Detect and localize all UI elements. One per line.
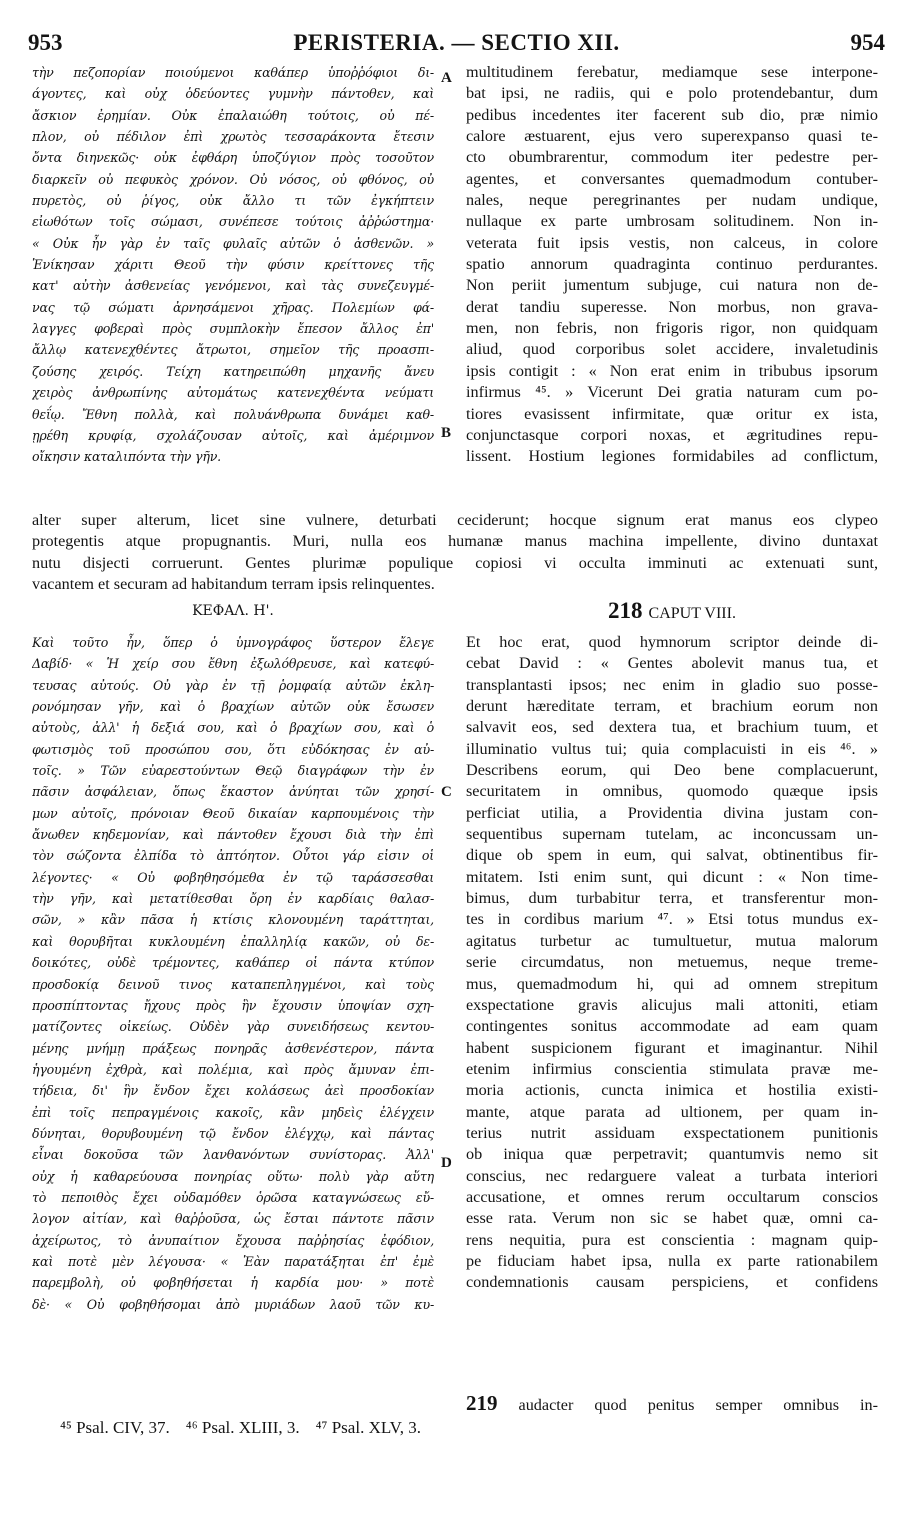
latin-text-line: securitatem in omnibus, quomodo quæque ipsis [466, 782, 878, 801]
latin-text-line: cebat David : « Gentes abolevit manus tua, et [466, 654, 878, 673]
latin-text-line: nullaque ex parte umbrosam solitudinem. Non in- [466, 212, 878, 231]
latin-text-line: accusatione, et omnes rerum occultarum conscios [466, 1187, 878, 1206]
full-width-latin [32, 510, 878, 595]
greek-text-line: τευσας αὐτούς. Οὐ γὰρ ἐν τῇ ῥομφαίᾳ αὐτῶν ἐκλη- [32, 677, 434, 693]
greek-text-line: σῶν, » κἂν πᾶσα ἡ κτίσις κλονουμένη ταράττηται, [32, 912, 434, 928]
running-title: PERISTERIA. — SECTIO XII. [293, 30, 620, 55]
greek-text-line: ἄνωθεν κηδεμονίαν, καὶ πάντοθεν ἔχουσι διὰ τὴν ἐπὶ [32, 827, 434, 843]
greek-text-line: προσδοκίᾳ δεινοῦ τινος καταπεπληγμένοι, καὶ τοὺς [32, 976, 434, 992]
latin-text-line: tes in cordibus marium ⁴⁷. » Etsi totus mundus ex- [466, 910, 878, 929]
latin-column-top [466, 62, 878, 468]
greek-text-line: τήδεια, δι' ἣν ἔνδον ἔχει κολάσεως ἀεὶ προσδοκίαν [32, 1083, 434, 1099]
greek-text-line: τὸ πεποιθὸς ἔχει οὐδαμόθεν ὁρῶσα καταγνώσεως εὔ- [32, 1189, 434, 1205]
greek-text-line: δοικότες, οὐδὲ τρέμοντες, καθάπερ οἱ πάντα κτύπον [32, 955, 434, 971]
latin-text-line: esse rata. Verum non sic se habet quæ, omni ca- [466, 1209, 878, 1228]
greek-text-line: ὄντα διηνεκῶς· οὐκ ἐφθάρη ὑποζύγιον πρὸς τοσοῦτον [32, 150, 434, 166]
latin-text-line: lissent. Hostium legiones formidabiles ad conflictum, [466, 447, 878, 466]
footnote: ⁴⁶ Psal. XLIII, 3. [185, 1418, 300, 1437]
greek-text-line: μων αὐτοῖς, πρόνοιαν Θεοῦ δικαίαν καρπουμένοις τὴν [32, 805, 434, 821]
greek-text-line: δύνηται, θορυβουμένη τῷ ἔνδον ἐλέγχῳ, καὶ πάντας [32, 1125, 434, 1141]
greek-text-line: νας τῷ σώματι ἀρνησάμενοι χῆρας. Πολεμίων φά- [32, 299, 434, 315]
greek-text-line: ρονόμησαν γῆν, καὶ ὁ βραχίων αὐτῶν οὐκ ἔσωσεν [32, 699, 434, 715]
latin-text-line: sequentibus supernam tutelam, ac inconcussam un- [466, 825, 878, 844]
latin-text-line: etenim infirmius conscientia stimulata pravæ me- [466, 1059, 878, 1078]
latin-text-line: habent suspicionem figurant et imaginantur. Nihil [466, 1038, 878, 1057]
greek-column-top [32, 62, 434, 468]
latin-text-line: men, non febris, non frigoris rigor, non quidquam [466, 319, 878, 338]
latin-text-line: agitatus turbetur ac tumultuetur, mutua malorum [466, 931, 878, 950]
footnote: ⁴⁷ Psal. XLV, 3. [315, 1418, 422, 1437]
latin-text-line: condemnationis causam perspiciens, et confidens [466, 1273, 878, 1292]
latin-text-line: mitatem. Isti enim sunt, qui dicunt : « Non time- [466, 867, 878, 886]
margin-marker-a: A [441, 70, 452, 86]
latin-text-line: contingentes sonitus accommodate ad eam quam [466, 1017, 878, 1036]
latin-text-line: bat ipsi, ne radiis, qui e polo protendebantur, dum [466, 84, 878, 103]
latin-text-line: derunt hæreditate terram, et brachium eorum non [466, 697, 878, 716]
latin-text-line: perficiat utilia, a Providentia divina justam con- [466, 803, 878, 822]
latin-text-line: ipsis contigit : « Non erat enim in tribubus ipsorum [466, 361, 878, 380]
latin-text-line: salvavit eos, sed dextera tua, et brachium tuum, et [466, 718, 878, 737]
greek-text-line: άγοντες, καὶ οὐχ ὁδεύοντες γυμνὴν πάντοθεν, καὶ [32, 86, 434, 102]
footnote: ⁴⁵ Psal. CIV, 37. [60, 1418, 170, 1437]
greek-text-line: εἰωθότων τοῖς σώμασι, συνέπεσε τούτοις ἀῤῥώστημα· [32, 214, 434, 230]
latin-text-line: dique ob spem in eum, qui salvat, obtinentibus fir- [466, 846, 878, 865]
footnotes [60, 1418, 437, 1438]
latin-text-line: Describens eorum, qui Deo bene complacuerunt, [466, 761, 878, 780]
margin-marker-b: B [441, 425, 452, 441]
greek-text-line: πυρετὸς, οὐ ῥίγος, οὐκ ἄλλο τι τῶν ἐγκήπτειν [32, 193, 434, 209]
latin-text-line: rens nequitia, pura est conscientia : magnam quip- [466, 1230, 878, 1249]
greek-text-line: τὴν γῆν, καὶ μετατίθεσθαι ὄρη ἐν καρδίαις θαλασ- [32, 891, 434, 907]
margin-marker-c: C [441, 784, 452, 800]
latin-last-line [466, 1393, 878, 1414]
greek-text-line: αὐτοὺς, ἀλλ' ἡ δεξιά σου, καὶ ὁ βραχίων σου, καὶ ὁ [32, 720, 434, 736]
greek-text-line: διαρκεῖν οὐ πεφυκὸς χρόνον. Οὐ νόσος, οὐ φθόνος, οὐ [32, 171, 434, 187]
latin-text-line: cto obumbrarentur, commodum iter pedestre per- [466, 148, 878, 167]
greek-text-line: παρεμβολὴ, οὐ φοβηθήσεται ἡ καρδία μου· » ποτὲ [32, 1275, 434, 1291]
latin-text-line: nutu disjecti corruerunt. Gentes plurimæ populique copiosi vi occulta imminuti ac extenuati sunt, [32, 553, 878, 572]
greek-text-line: λέγοντες· « Οὐ φοβηθησόμεθα ἐν τῷ ταράσσεσθαι [32, 869, 434, 885]
greek-text-line: ἀχείρωτος, τὸ ἀνυπαίτιον ἔχουσα παῤῥησίας ἐφόδιον, [32, 1232, 434, 1248]
greek-text-line: καὶ θορυβῆται κυκλουμένη ἐπαλληλίᾳ κακῶν, οὐ δε- [32, 933, 434, 949]
greek-text-line: προσπίπτοντας ἤχους πρὸς ἣν ἔχουσιν ὑποψίαν σχη- [32, 997, 434, 1013]
greek-text-line: ῃρέθη κρυφίᾳ, σχολάζουσαν αὐτοῖς, καὶ ἀμέριμνον [32, 427, 434, 443]
chapter-title-latin: CAPUT VIII. [648, 605, 736, 622]
latin-column-bottom [466, 632, 878, 1294]
greek-text-line: θεΐῳ. Ἔθνη πολλὰ, καὶ πολυάνθρωπα δυνάμει καθ- [32, 406, 434, 422]
greek-text-line: ζούσης χειρός. Τείχη κατηρειπώθη μηχανῆς ἄνευ [32, 363, 434, 379]
latin-text-line: protegentis atque propugnantis. Muri, nulla eos humanæ manus machina impellente, divino duntaxat [32, 532, 878, 551]
chapter-page-number: 218 [608, 598, 643, 623]
greek-text-line: οἴκησιν καταλιπόντα τὴν γῆν. [32, 449, 221, 465]
latin-text-line: audacter quod penitus semper omnibus in- [518, 1396, 878, 1414]
greek-text-line: ἐπὶ τοῖς πεπραγμένοις κακοῖς, κἂν μηδεὶς ἐλέγχειν [32, 1104, 434, 1120]
latin-text-line: derat tandiu superesse. Non morbus, non grava- [466, 297, 878, 316]
greek-text-line: πᾶσιν ἀσφάλειαν, ὅπως ἕκαστον ἀνύηται τῶν χρησί- [32, 784, 434, 800]
margin-marker-d: D [441, 1155, 452, 1171]
page-number-right: 954 [850, 30, 885, 55]
latin-text-line: exspectatione gravis alicujus mali attoniti, etiam [466, 995, 878, 1014]
greek-text-line: ἄσκιον ἐρημίαν. Οὐκ ἐπαλαιώθη τούτοις, οὐ πέ- [32, 107, 434, 123]
chapter-heading-latin [466, 598, 878, 624]
greek-text-line: ἡγουμένη ἐχθρὰ, καὶ πολέμια, καὶ πρὸς ἄμυναν ἐπι- [32, 1061, 434, 1077]
page-number-left: 953 [28, 30, 63, 55]
greek-text-line: οὐχ ἡ καθαρεύουσα πονηρίας οὕτω· πολὺ γὰρ αὕτη [32, 1168, 434, 1184]
page-header [28, 30, 885, 60]
latin-text-line: conscius, nec redarguere valeat a turbata interiori [466, 1166, 878, 1185]
latin-text-line: conjunctasque corpori noxas, et ægritudines repu- [466, 425, 878, 444]
greek-text-line: ματίζοντες οἰκείως. Οὐδὲν γὰρ συνειδήσεως κεντου- [32, 1019, 434, 1035]
latin-text-line: terius nutrit assiduam exspectationem punitionis [466, 1123, 878, 1142]
latin-text-line: illuminatio vultus tui; quia complacuisti in eis ⁴⁶. » [466, 739, 878, 758]
greek-text-line: φωτισμὸς τοῦ προσώπου σου, ὅτι εὐδόκησας ἐν αὐ- [32, 741, 434, 757]
greek-text-line: τὴν πεζοπορίαν ποιούμενοι καθάπερ ὑποῤῥόφιοι δι- [32, 65, 434, 80]
greek-text-line: λαγγες φοβεραὶ πρὸς συμπλοκὴν ἔπεσον ἄλλος ἐπ' [32, 321, 434, 337]
latin-text-line: Non periit jumentum subjuge, cui natura non de- [466, 276, 878, 295]
latin-text-line: multitudinem ferebatur, mediamque sese interpone- [466, 63, 878, 81]
latin-text-line: vacantem et securam ad habitandum terram ipsis relinquentes. [32, 575, 435, 594]
greek-text-line: « Οὐκ ἦν γὰρ ἐν ταῖς φυλαῖς αὐτῶν ὁ ἀσθενῶν. » [32, 235, 434, 251]
greek-text-line: πλον, οὐ πέδιλον ἐπὶ χρωτὸς τεσσαράκοντα ἔτεσιν [32, 129, 434, 145]
greek-text-line: ἄλλῳ κατενεχθέντες ἄτρωτοι, σημεῖον τῆς προασπι- [32, 342, 434, 358]
latin-text-line: ob iniqua quæ perpetravit; quantumvis nemo sit [466, 1145, 878, 1164]
greek-text-line: Ἐνίκησαν χάριτι Θεοῦ τὴν φύσιν κρείττονες τῆς [32, 257, 434, 273]
latin-text-line: spatio annorum quadraginta continuo perdurantes. [466, 255, 878, 274]
latin-text-line: moria actionis, cuncta inimica et hostilia existi- [466, 1081, 878, 1100]
latin-text-line: aliud, quod corporibus solet accidere, invaletudinis [466, 340, 878, 359]
greek-text-line: εἶναι δοκοῦσα τῶν λανθανόντων συνίστορας. Ἀλλ' [32, 1147, 434, 1163]
greek-text-line: λογον αἰτίαν, καὶ θαῤῥοῦσα, ὡς ἔσται πάντοτε πᾶσιν [32, 1211, 434, 1227]
chapter-heading-greek: ΚΕΦΑΛ. Η'. [192, 603, 274, 619]
greek-text-line: τὸν σώζοντα ἐλπίδα τὸ ἀπτόητον. Οὗτοι γάρ εἰσιν οἱ [32, 848, 434, 864]
latin-text-line: calore æstuarent, ejus vero superexpanso quasi te- [466, 127, 878, 146]
latin-text-line: agentes, et conversantes quemadmodum contuber- [466, 169, 878, 188]
greek-text-line: Δαβίδ· « Ἡ χείρ σου ἔθνη ἐξωλόθρευσε, καὶ κατεφύ- [32, 656, 434, 672]
latin-text-line: bimus, dum turbabitur terra, et transferentur mon- [466, 889, 878, 908]
greek-text-line: κατ' αὐτὴν ἀσθενείας γενόμενοι, καὶ τὰς συνεζευγμέ- [32, 278, 434, 294]
latin-text-line: pedibus incedentes iter facerent sub dio, præ nimio [466, 105, 878, 124]
latin-text-line: veterata fuit ipsis vestis, non calceus, in colore [466, 233, 878, 252]
latin-text-line: nales, neque peregrinantes per nudam undique, [466, 191, 878, 210]
greek-column-bottom [32, 632, 434, 1315]
greek-text-line: δὲ· « Οὐ φοβηθήσομαι ἀπὸ μυριάδων λαοῦ τῶν κυ- [32, 1296, 434, 1312]
latin-text-line: transplantasti ipsos; nec enim in gladio suo posse- [466, 675, 878, 694]
latin-text-line: serie circumdatus, non metuemus, neque treme- [466, 953, 878, 972]
latin-text-line: alter super alterum, licet sine vulnere, deturbati ceciderunt; hocque signum erat manus eos clypeo [32, 511, 878, 529]
greek-text-line: τοῖς. » Τῶν εὐαρεστούντων Θεῷ διαγράφων τὴν ἐν [32, 763, 434, 779]
greek-text-line: Καὶ τοῦτο ἦν, ὅπερ ὁ ὑμνογράφος ὕστερον ἔλεγε [32, 635, 434, 650]
latin-text-line: tiores evasissent infirmitate, quæ oritur ex ista, [466, 404, 878, 423]
latin-text-line: Et hoc erat, quod hymnorum scriptor deinde di- [466, 633, 878, 651]
page-number-219: 219 [466, 1393, 498, 1415]
latin-text-line: infirmus ⁴⁵. » Vicerunt Dei gratia naturam cum po- [466, 383, 878, 402]
latin-text-line: mante, atque parata ad ultionem, per quam in- [466, 1102, 878, 1121]
greek-text-line: μένης μνήμῃ πράξεως πονηρᾶς ἀσθενέστερον, πάντα [32, 1040, 434, 1056]
greek-text-line: καὶ ποτὲ μὲν λέγουσα· « Ἐὰν παρατάξηται ἐπ' ἐμὲ [32, 1253, 434, 1269]
greek-text-line: χειρὸς ἀνθρωπίνης αὐτομάτως κατενεχθέντα νεύματι [32, 385, 434, 401]
latin-text-line: mus, quemadmodum hi, qui ad omnem strepitum [466, 974, 878, 993]
latin-text-line: pe fiduciam habet ipsa, nulla ex parte rationabilem [466, 1251, 878, 1270]
